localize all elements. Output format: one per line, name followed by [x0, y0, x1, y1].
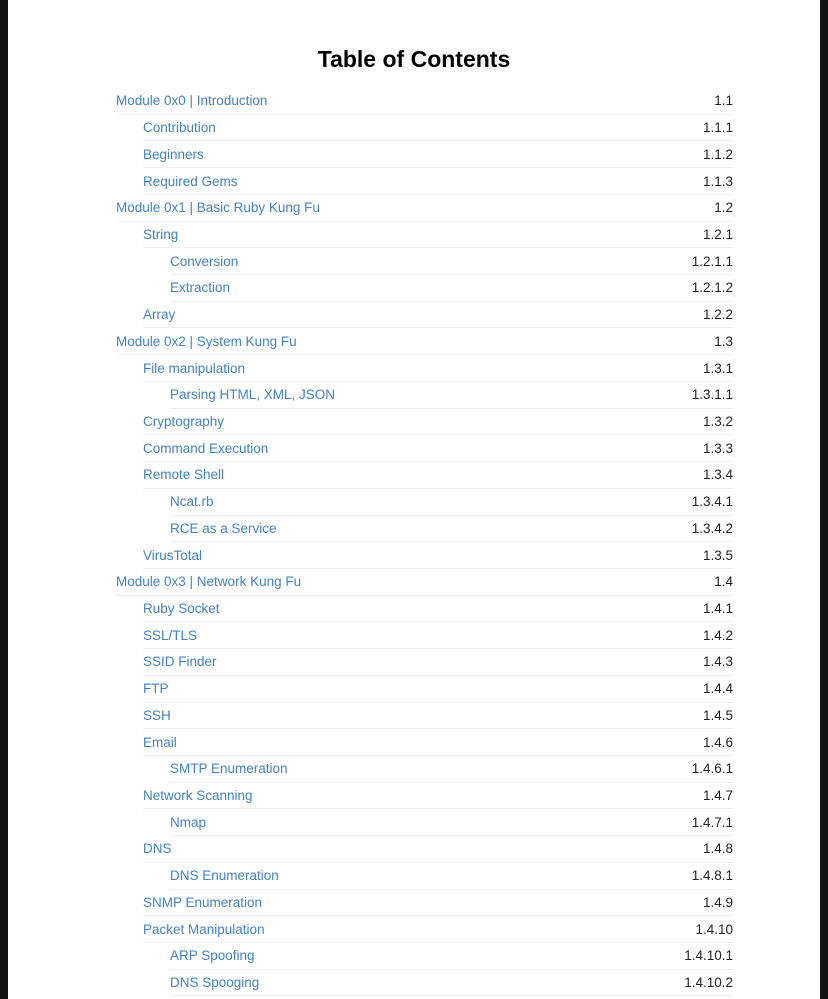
page-title: Table of Contents [317, 46, 511, 72]
toc-entry-number: 1.4.10 [695, 921, 733, 937]
toc-entry-link[interactable]: Beginners [143, 146, 204, 162]
toc-entry[interactable] [170, 863, 733, 890]
toc-entry[interactable] [116, 88, 733, 115]
toc-entry-number: 1.1 [714, 93, 733, 109]
toc-entry[interactable] [143, 622, 733, 649]
toc-list [116, 88, 733, 996]
toc-entry[interactable] [170, 970, 733, 997]
toc-entry-number: 1.3.4.2 [691, 520, 733, 536]
toc-entry-link[interactable]: File manipulation [143, 360, 246, 376]
toc-entry-link[interactable]: String [143, 226, 179, 242]
document-page [8, 0, 820, 999]
toc-entry-link[interactable]: VirusTotal [143, 547, 203, 563]
toc-entry[interactable] [143, 649, 733, 676]
toc-entry[interactable] [143, 302, 733, 329]
toc-entry-number: 1.2.2 [702, 307, 733, 323]
toc-entry-link[interactable]: Parsing HTML, XML, JSON [170, 387, 336, 403]
toc-entry-number: 1.3.3 [702, 440, 733, 456]
toc-entry-number: 1.1.2 [702, 146, 733, 162]
toc-entry[interactable] [116, 569, 733, 596]
toc-entry-number: 1.3.5 [702, 547, 733, 563]
toc-entry-number: 1.4.3 [702, 654, 733, 670]
toc-entry-number: 1.4.1 [702, 601, 733, 617]
toc-entry-link[interactable]: SSH [143, 707, 171, 723]
toc-entry[interactable] [170, 275, 733, 302]
toc-entry-number: 1.3.4.1 [691, 494, 733, 510]
toc-entry-link[interactable]: Module 0x3 | Network Kung Fu [116, 574, 302, 590]
toc-entry-link[interactable]: Extraction [170, 280, 231, 296]
toc-entry-number: 1.4.4 [702, 681, 733, 697]
toc-entry[interactable] [143, 542, 733, 569]
toc-entry-number: 1.4.6.1 [691, 761, 733, 777]
toc-entry-link[interactable]: Module 0x0 | Introduction [116, 93, 268, 109]
toc-entry-link[interactable]: RCE as a Service [170, 520, 277, 536]
toc-entry-number: 1.3.2 [702, 413, 733, 429]
toc-entry[interactable] [170, 382, 733, 409]
toc-entry[interactable] [143, 916, 733, 943]
toc-entry-number: 1.4.7 [702, 788, 733, 804]
toc-entry-link[interactable]: Module 0x1 | Basic Ruby Kung Fu [116, 200, 320, 216]
toc-entry-number: 1.3.1 [702, 360, 733, 376]
toc-entry-number: 1.4 [714, 574, 733, 590]
toc-entry-number: 1.3.1.1 [691, 387, 733, 403]
toc-entry-link[interactable]: DNS [143, 841, 172, 857]
toc-entry-link[interactable]: Nmap [170, 814, 207, 830]
toc-entry[interactable] [170, 248, 733, 275]
toc-entry-link[interactable]: Conversion [170, 253, 239, 269]
toc-entry[interactable] [143, 355, 733, 382]
toc-entry[interactable] [116, 195, 733, 222]
toc-entry-number: 1.4.8.1 [691, 868, 733, 884]
toc-entry-number: 1.3 [714, 333, 733, 349]
toc-entry-link[interactable]: Array [143, 307, 176, 323]
toc-entry-link[interactable]: Remote Shell [143, 467, 225, 483]
toc-entry[interactable] [116, 328, 733, 355]
toc-entry[interactable] [170, 516, 733, 543]
toc-entry-link[interactable]: FTP [143, 681, 169, 697]
toc-entry-number: 1.1.1 [702, 120, 733, 136]
toc-entry-number: 1.2.1.1 [691, 253, 733, 269]
toc-entry-link[interactable]: Email [143, 734, 177, 750]
toc-entry[interactable] [170, 756, 733, 783]
toc-entry-number: 1.3.4 [702, 467, 733, 483]
toc-entry-number: 1.4.10.2 [684, 975, 733, 991]
toc-entry-link[interactable]: SSL/TLS [143, 627, 198, 643]
toc-entry-link[interactable]: Network Scanning [143, 788, 253, 804]
toc-entry[interactable] [143, 409, 733, 436]
toc-entry-link[interactable]: Packet Manipulation [143, 921, 265, 937]
toc-entry-link[interactable]: Contribution [143, 120, 216, 136]
toc-entry-link[interactable]: Command Execution [143, 440, 269, 456]
toc-entry[interactable] [143, 676, 733, 703]
toc-entry[interactable] [143, 222, 733, 249]
toc-entry-number: 1.4.5 [702, 707, 733, 723]
toc-entry-link[interactable]: DNS Spooging [170, 975, 260, 991]
toc-entry[interactable] [143, 703, 733, 730]
toc-entry[interactable] [143, 115, 733, 142]
toc-entry-link[interactable]: ARP Spoofing [170, 948, 255, 964]
toc-entry-number: 1.4.10.1 [684, 948, 733, 964]
toc-entry-link[interactable]: Cryptography [143, 413, 225, 429]
toc-entry-link[interactable]: SSID Finder [143, 654, 217, 670]
toc-entry[interactable] [170, 489, 733, 516]
toc-entry[interactable] [143, 890, 733, 917]
toc-entry[interactable] [143, 783, 733, 810]
toc-entry-number: 1.2 [714, 200, 733, 216]
toc-entry-number: 1.4.7.1 [691, 814, 733, 830]
toc-entry[interactable] [143, 729, 733, 756]
toc-entry[interactable] [143, 596, 733, 623]
toc-entry[interactable] [143, 435, 733, 462]
toc-entry-link[interactable]: DNS Enumeration [170, 868, 279, 884]
toc-entry-number: 1.4.6 [702, 734, 733, 750]
toc-entry-link[interactable]: SNMP Enumeration [143, 894, 263, 910]
toc-entry[interactable] [170, 943, 733, 970]
toc-entry-number: 1.4.9 [702, 894, 733, 910]
toc-entry[interactable] [170, 809, 733, 836]
toc-entry-link[interactable]: Module 0x2 | System Kung Fu [116, 333, 297, 349]
toc-entry[interactable] [143, 462, 733, 489]
toc-entry-link[interactable]: Ruby Socket [143, 601, 220, 617]
toc-entry-number: 1.4.2 [702, 627, 733, 643]
toc-entry-number: 1.2.1 [702, 226, 733, 242]
toc-entry-number: 1.1.3 [702, 173, 733, 189]
toc-entry[interactable] [143, 141, 733, 168]
toc-entry[interactable] [143, 836, 733, 863]
toc-entry[interactable] [143, 168, 733, 195]
toc-entry-number: 1.4.8 [702, 841, 733, 857]
toc-entry-link[interactable]: Ncat.rb [170, 494, 214, 510]
toc-entry-link[interactable]: SMTP Enumeration [170, 761, 288, 777]
toc-entry-number: 1.2.1.2 [691, 280, 733, 296]
toc-entry-link[interactable]: Required Gems [143, 173, 238, 189]
